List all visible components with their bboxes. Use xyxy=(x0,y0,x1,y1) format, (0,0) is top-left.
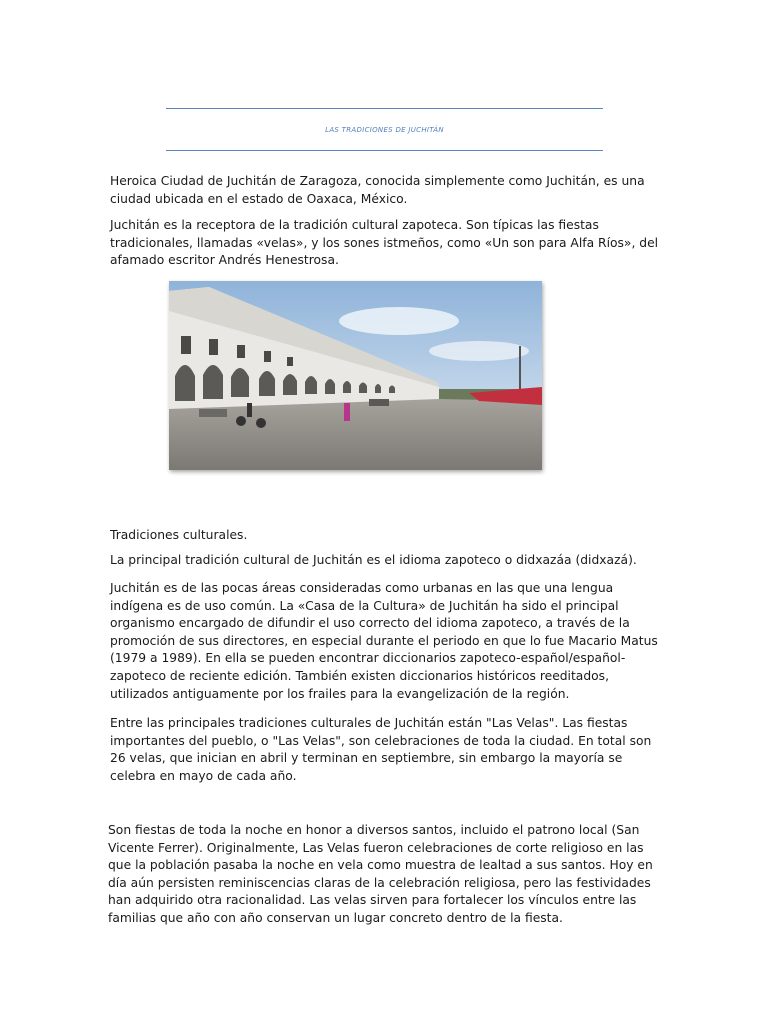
document-title: LAS TRADICIONES DE JUCHITÁN xyxy=(325,126,444,134)
section-heading: Tradiciones culturales. xyxy=(110,528,248,542)
header-rule-top xyxy=(166,108,603,109)
header-rule-bottom xyxy=(166,150,603,151)
tradition-paragraph: Juchitán es la receptora de la tradición cultural zapoteca. Son típicas las fiestas tradicionales, llamadas «velas», y los sones istmeños, como «Un son para Alfa Ríos», del afamado escritor Andrés Henestrosa. xyxy=(110,218,659,268)
las-velas-paragraph: Entre las principales tradiciones culturales de Juchitán están "Las Velas". Las fiestas importantes del pueblo, o "Las Velas", son celebraciones de toda la ciudad. En total son 26 velas, que inician en abril y terminan en septiembre, sin embargo la mayoría se celebra en mayo de cada año. xyxy=(110,716,652,783)
juchitan-plaza-photo xyxy=(169,281,542,470)
casa-cultura-paragraph: Juchitán es de las pocas áreas consideradas como urbanas en las que una lengua indígena es de uso común. La «Casa de la Cultura» de Juchitán ha sido el principal organismo encargado de difundir el uso correcto del idioma zapoteco, a través de la promoción de sus directores, en especial durante el periodo en que lo fue Macario Matus (1979 a 1989). En ella se pueden encontrar diccionarios zapoteco-español/español-zapoteco de reciente edición. También existen diccionarios históricos reeditados, utilizados antiguamente por los frailes para la evangelización de la región. xyxy=(110,581,658,701)
intro-paragraph: Heroica Ciudad de Juchitán de Zaragoza, conocida simplemente como Juchitán, es una ciudad ubicada en el estado de Oaxaca, México. xyxy=(110,174,645,206)
language-paragraph: La principal tradición cultural de Juchitán es el idioma zapoteco o didxazáa (didxazá). xyxy=(110,553,637,567)
fiestas-paragraph: Son fiestas de toda la noche en honor a diversos santos, incluido el patrono local (San Vicente Ferrer). Originalmente, Las Velas fueron celebraciones de corte religioso en las que la población pasaba la noche en vela como muestra de lealtad a sus santos. Hoy en día aún persisten reminiscencias claras de la celebración religiosa, pero las festividades han adquirido otra racionalidad. Las velas sirven para fortalecer los vínculos entre las familias que año con año conservan un lugar concreto dentro de la fiesta. xyxy=(108,823,653,925)
